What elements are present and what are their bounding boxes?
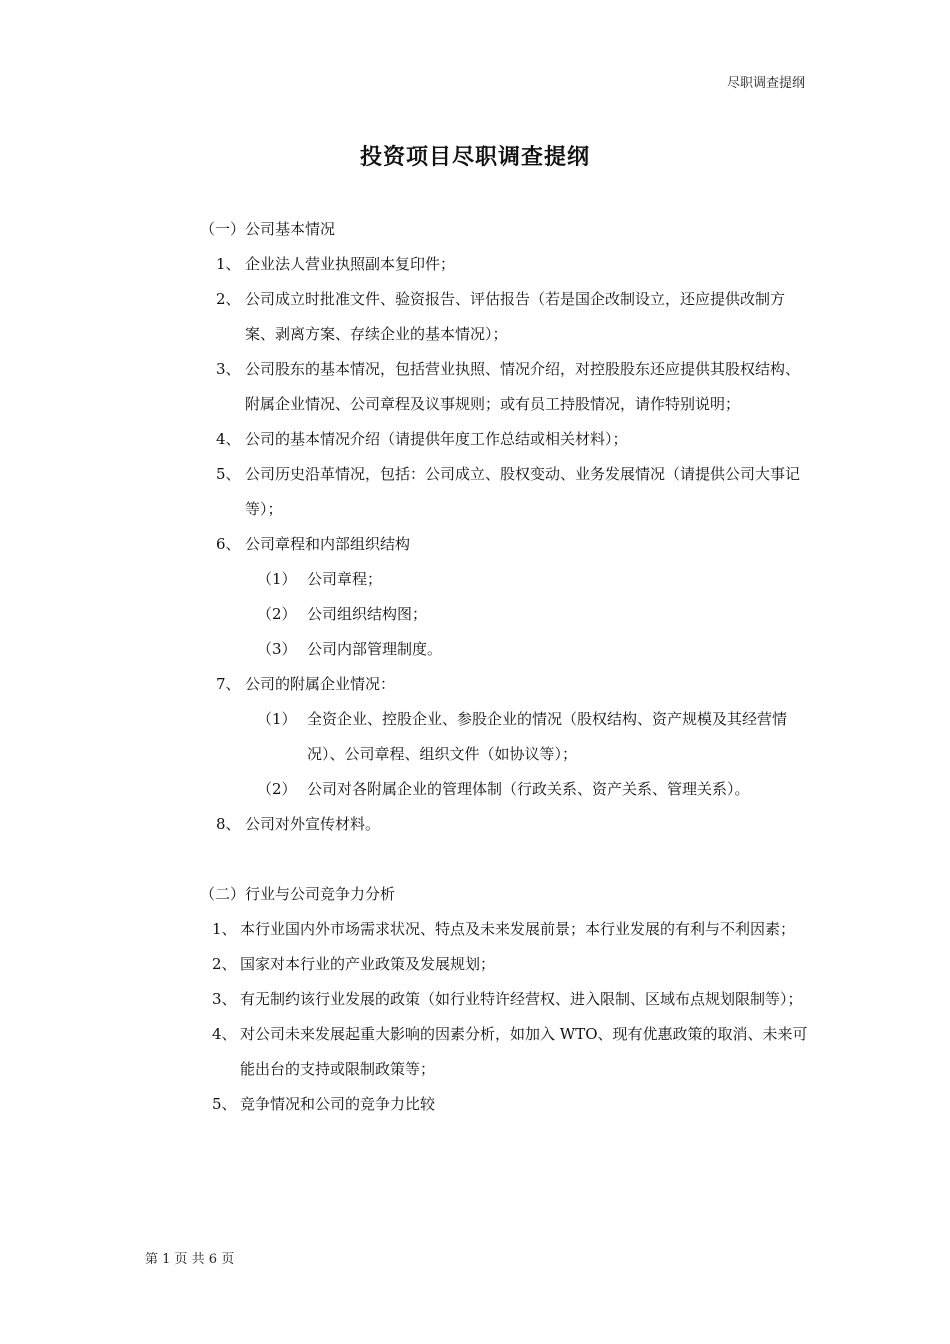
page-footer: 第 1 页 共 6 页 — [145, 1252, 235, 1267]
item-text: 企业法人营业执照副本复印件； — [245, 255, 456, 273]
document-body — [200, 212, 810, 1122]
sub-item-number: （3） — [257, 640, 297, 658]
sub-item-number: （2） — [257, 780, 297, 798]
item-text: 公司对外宣传材料。 — [245, 815, 381, 833]
item-number: 7、 — [216, 675, 241, 693]
sub-item-text: 公司对各附属企业的管理体制（行政关系、资产关系、管理关系）。 — [307, 780, 750, 798]
item-number: 1、 — [212, 920, 237, 938]
sub-item-text: 公司章程； — [307, 570, 383, 588]
sub-list-item — [200, 632, 810, 667]
sub-item-number: （1） — [257, 710, 297, 728]
sub-list-item — [200, 597, 810, 632]
item-text: 本行业国内外市场需求状况、特点及未来发展前景；本行业发展的有利与不利因素； — [240, 920, 796, 938]
item-text: 竞争情况和公司的竞争力比较 — [240, 1095, 436, 1113]
list-item — [200, 282, 810, 352]
list-item — [200, 807, 810, 842]
section-heading-2: （二）行业与公司竞争力分析 — [200, 885, 396, 903]
item-text: 有无制约该行业发展的政策（如行业特许经营权、进入限制、区域布点规划限制等）； — [240, 990, 803, 1008]
item-text: 对公司未来发展起重大影响的因素分析，如加入 WTO、现有优惠政策的取消、未来可能出台的支持或限制政策等； — [240, 1025, 808, 1078]
item-text: 公司成立时批准文件、验资报告、评估报告（若是国企改制设立，还应提供改制方案、剥离方案、存续企业的基本情况）； — [245, 290, 786, 343]
item-number: 4、 — [216, 430, 241, 448]
item-text: 国家对本行业的产业政策及发展规划； — [240, 955, 496, 973]
item-number: 2、 — [216, 290, 241, 308]
sub-list-item — [200, 702, 810, 772]
sub-item-text: 公司内部管理制度。 — [307, 640, 443, 658]
item-text: 公司股东的基本情况，包括营业执照、情况介绍，对控股股东还应提供其股权结构、附属企业情况、公司章程及议事规则；或有员工持股情况，请作特别说明； — [245, 360, 801, 413]
list-item — [200, 352, 810, 422]
list-item — [200, 247, 810, 282]
item-number: 2、 — [212, 955, 237, 973]
item-number: 8、 — [216, 815, 241, 833]
item-number: 3、 — [212, 990, 237, 1008]
list-item — [200, 422, 810, 457]
sub-item-text: 全资企业、控股企业、参股企业的情况（股权结构、资产规模及其经营情况）、公司章程、组织文件（如协议等）； — [307, 710, 788, 763]
item-number: 5、 — [212, 1095, 237, 1113]
list-item — [200, 947, 810, 982]
document-title: 投资项目尽职调查提纲 — [359, 145, 590, 170]
sub-item-text: 公司组织结构图； — [307, 605, 428, 623]
sub-list-item — [200, 772, 810, 807]
list-item — [200, 527, 810, 562]
running-header: 尽职调查提纲 — [726, 76, 805, 91]
sub-item-number: （2） — [257, 605, 297, 623]
section-heading-1: （一）公司基本情况 — [200, 220, 336, 238]
list-item — [200, 982, 810, 1017]
item-number: 1、 — [216, 255, 241, 273]
item-number: 4、 — [212, 1025, 237, 1043]
list-item — [200, 667, 810, 702]
item-number: 3、 — [216, 360, 241, 378]
item-text: 公司的基本情况介绍（请提供年度工作总结或相关材料）； — [245, 430, 628, 448]
list-item — [200, 1017, 810, 1087]
item-text: 公司章程和内部组织结构 — [245, 535, 411, 553]
sub-item-number: （1） — [257, 570, 297, 588]
item-number: 6、 — [216, 535, 241, 553]
section-spacer — [200, 842, 810, 877]
item-text: 公司历史沿革情况，包括：公司成立、股权变动、业务发展情况（请提供公司大事记等）； — [245, 465, 801, 518]
item-text: 公司的附属企业情况： — [245, 675, 396, 693]
item-number: 5、 — [216, 465, 241, 483]
list-item — [200, 457, 810, 527]
list-item — [200, 1087, 810, 1122]
sub-list-item — [200, 562, 810, 597]
list-item — [200, 912, 810, 947]
